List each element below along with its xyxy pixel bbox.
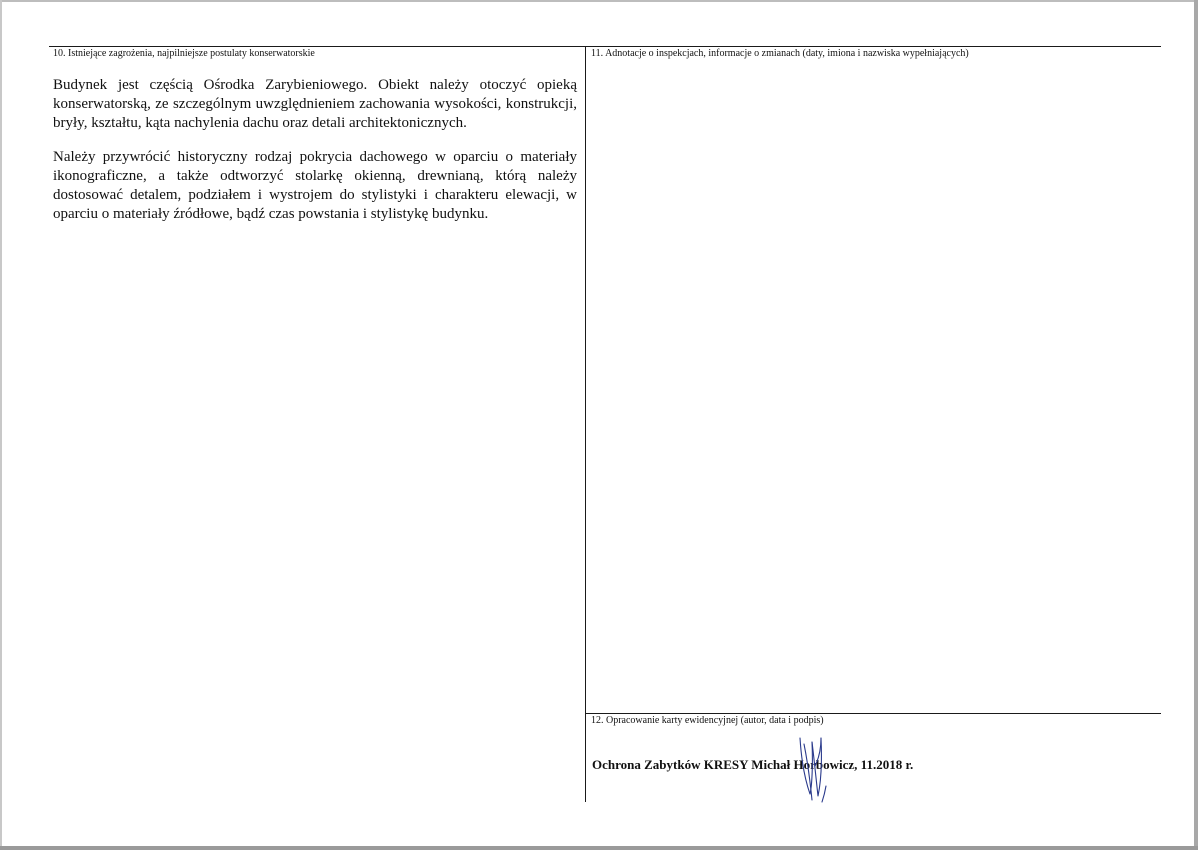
section-10-paragraph-2: Należy przywrócić historyczny rodzaj pokrycia dachowego w oparciu o materiały ikonograficzne, a także odtworzyć stolarkę okienną, drewnianą, którą należy dostosować detalem, podziałem i wystrojem do stylistyki i charakteru elewacji, w oparciu o materiały źródłowe, bądź czas powstania i stylistykę budynku. <box>53 149 577 222</box>
section-11-heading: 11. Adnotacje o inspekcjach, informacje o zmianach (daty, imiona i nazwiska wypełniających) <box>591 48 969 59</box>
handwritten-signature <box>788 734 840 806</box>
section-12-divider <box>585 713 1161 714</box>
page-edge-left <box>0 0 2 850</box>
page-edge-right <box>1194 0 1198 850</box>
prepared-by-text: Ochrona Zabytków KRESY Michał Horbowicz, 11.2018 r. <box>592 757 914 772</box>
section-12-heading: 12. Opracowanie karty ewidencyjnej (autor, data i podpis) <box>591 715 824 726</box>
page-edge-top <box>0 0 1198 2</box>
section-10-paragraph-1: Budynek jest częścią Ośrodka Zarybieniowego. Obiekt należy otoczyć opieką konserwatorską, ze szczególnym uwzględnieniem zachowania wysokości, konstrukcji, bryły, kształtu, kąta nachylenia dachu oraz detali architektonicznych. <box>53 77 577 131</box>
table-top-rule <box>49 46 1161 47</box>
column-divider <box>585 46 586 802</box>
section-10-heading: 10. Istniejące zagrożenia, najpilniejsze postulaty konserwatorskie <box>53 48 315 59</box>
page-edge-bottom <box>0 846 1198 850</box>
